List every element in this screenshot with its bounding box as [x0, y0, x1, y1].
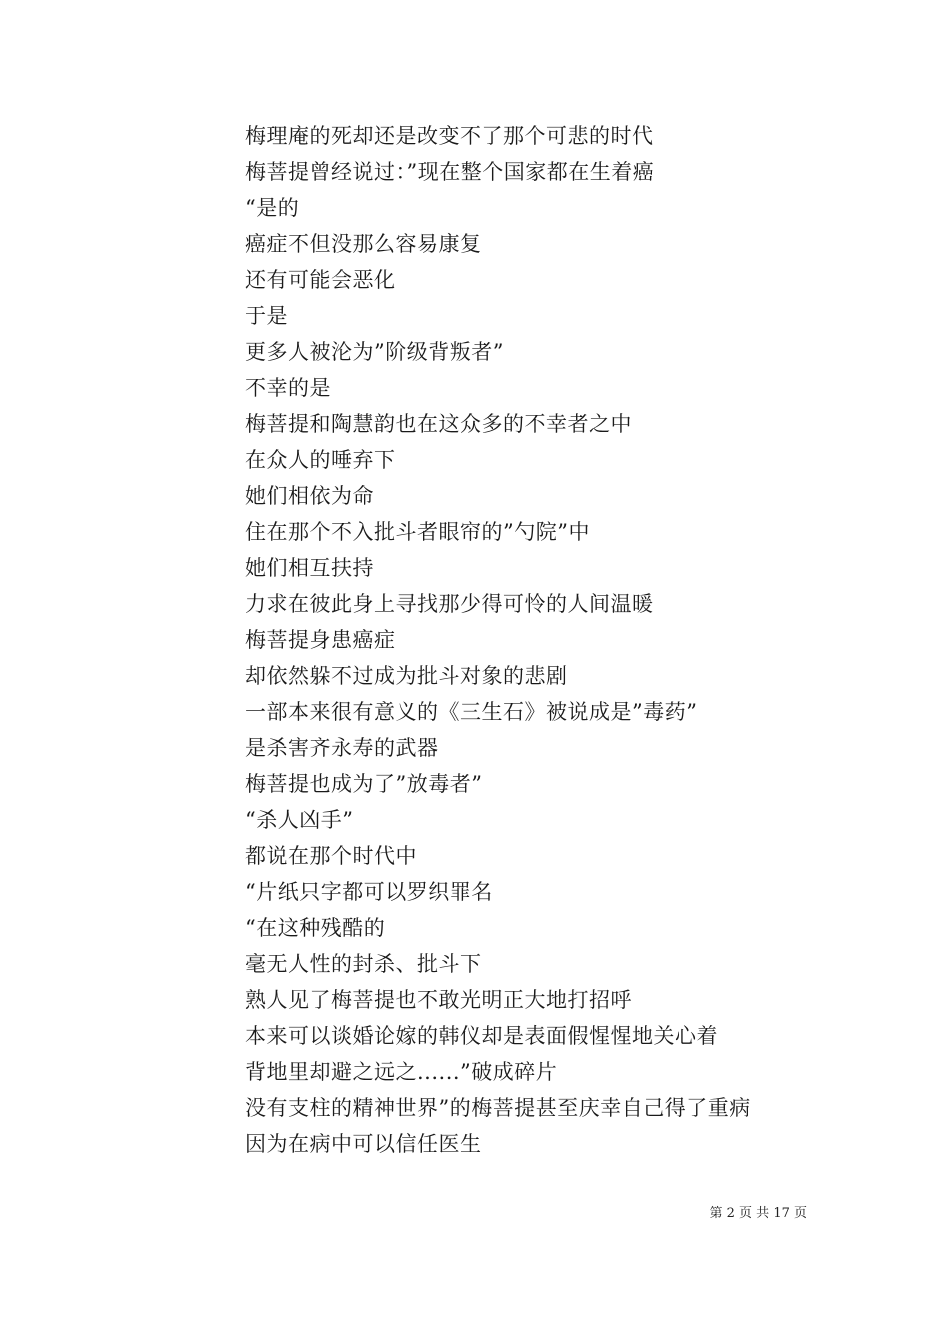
text-line: 没有支柱的精神世界”的梅菩提甚至庆幸自己得了重病: [245, 1096, 751, 1120]
text-line: 她们相互扶持: [245, 556, 374, 580]
text-line: 背地里却避之远之......”破成碎片: [245, 1060, 558, 1084]
text-line: 梅菩提身患癌症: [245, 628, 396, 652]
text-line: 梅菩提曾经说过：”现在整个国家都在生着癌: [245, 160, 655, 184]
text-line: “是的: [245, 196, 300, 220]
text-line: 一部本来很有意义的《三生石》被说成是”毒药”: [245, 700, 698, 724]
text-line: 更多人被沦为”阶级背叛者”: [245, 340, 504, 364]
text-line: 她们相依为命: [245, 484, 374, 508]
text-line: 熟人见了梅菩提也不敢光明正大地打招呼: [245, 988, 632, 1012]
text-line: 力求在彼此身上寻找那少得可怜的人间温暖: [245, 592, 654, 616]
text-line: 在众人的唾弃下: [245, 448, 396, 472]
page-number: 第 2 页 共 17 页: [709, 1206, 807, 1221]
page-footer: [0, 1203, 950, 1225]
text-line: “杀人凶手”: [245, 808, 354, 832]
text-line: 于是: [245, 304, 288, 328]
text-line: 癌症不但没那么容易康复: [245, 232, 482, 256]
text-line: 本来可以谈婚论嫁的韩仪却是表面假惺惺地关心着: [245, 1024, 718, 1048]
text-line: 毫无人性的封杀、批斗下: [245, 952, 482, 976]
text-line: 还有可能会恶化: [245, 268, 396, 292]
text-line: 住在那个不入批斗者眼帘的”勺院”中: [245, 520, 590, 544]
text-line: 因为在病中可以信任医生: [245, 1132, 482, 1156]
text-line: 却依然躲不过成为批斗对象的悲剧: [245, 664, 568, 688]
text-line: 梅菩提也成为了”放毒者”: [245, 772, 483, 796]
text-line: 是杀害齐永寿的武器: [245, 736, 439, 760]
text-line: 不幸的是: [245, 376, 331, 400]
body-text: [245, 118, 865, 1162]
text-line: 梅菩提和陶慧韵也在这众多的不幸者之中: [245, 412, 632, 436]
text-line: “在这种残酷的: [245, 916, 386, 940]
text-line: 梅理庵的死却还是改变不了那个可悲的时代: [245, 124, 654, 148]
text-line: “片纸只字都可以罗织罪名: [245, 880, 493, 904]
text-line: 都说在那个时代中: [245, 844, 417, 868]
